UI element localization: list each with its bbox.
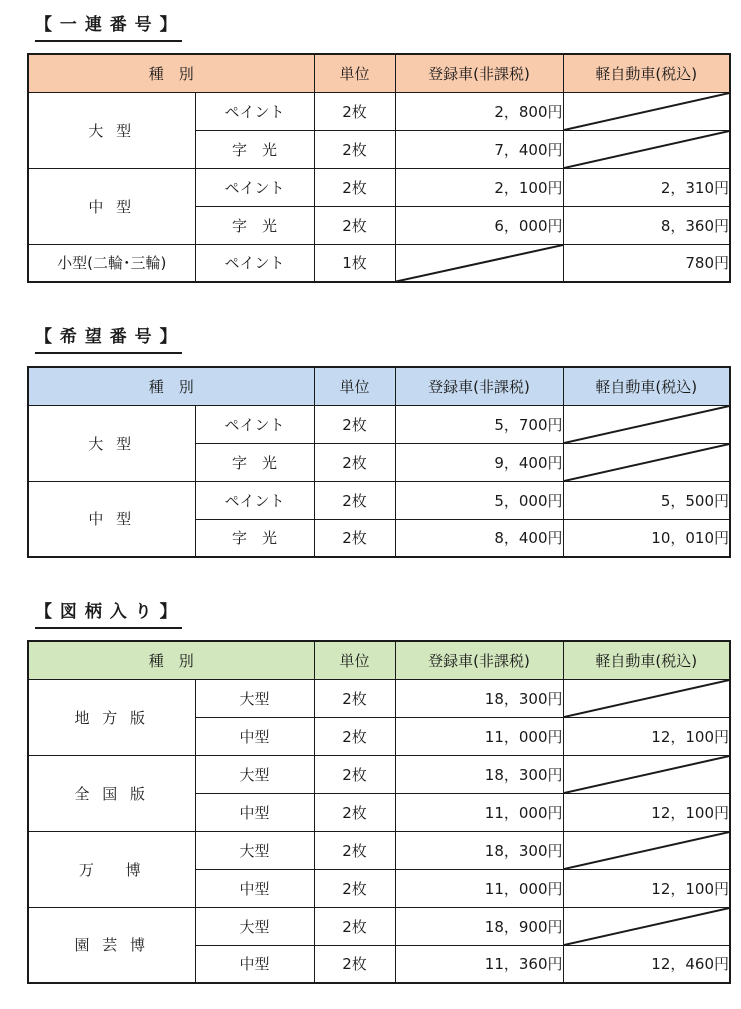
unit-cell: 2枚 bbox=[314, 443, 395, 481]
unit-cell: 2枚 bbox=[314, 405, 395, 443]
header-row bbox=[28, 367, 730, 405]
diagonal-slash bbox=[396, 245, 563, 282]
type-cell: ペイント bbox=[195, 244, 314, 282]
type-cell: 字 光 bbox=[195, 443, 314, 481]
unit-cell: 2枚 bbox=[314, 869, 395, 907]
fee-table-serial bbox=[27, 53, 731, 283]
kei-price-cell: 12，100円 bbox=[563, 793, 730, 831]
table-row bbox=[28, 92, 730, 130]
unit-cell: 2枚 bbox=[314, 130, 395, 168]
not-applicable-cell bbox=[563, 831, 730, 869]
table-row bbox=[28, 244, 730, 282]
section-title-design: 【 図 柄 入 り 】 bbox=[35, 601, 182, 629]
unit-cell: 2枚 bbox=[314, 945, 395, 983]
registered-price-cell: 7，400円 bbox=[395, 130, 563, 168]
category-cell: 大 型 bbox=[28, 405, 195, 481]
registered-price-cell: 18，900円 bbox=[395, 907, 563, 945]
type-cell: 中型 bbox=[195, 793, 314, 831]
kei-price-cell: 12，460円 bbox=[563, 945, 730, 983]
unit-cell: 1枚 bbox=[314, 244, 395, 282]
type-cell: 字 光 bbox=[195, 206, 314, 244]
col-header-unit: 単位 bbox=[314, 641, 395, 679]
diagonal-slash bbox=[564, 131, 730, 168]
type-cell: 字 光 bbox=[195, 130, 314, 168]
kei-price-cell: 5，500円 bbox=[563, 481, 730, 519]
type-cell: ペイント bbox=[195, 405, 314, 443]
table-row bbox=[28, 907, 730, 945]
not-applicable-cell bbox=[395, 244, 563, 282]
col-header-kei: 軽自動車(税込) bbox=[563, 54, 730, 92]
diagonal-slash bbox=[564, 756, 730, 793]
col-header-type: 種 別 bbox=[28, 641, 314, 679]
registered-price-cell: 11，360円 bbox=[395, 945, 563, 983]
unit-cell: 2枚 bbox=[314, 481, 395, 519]
not-applicable-cell bbox=[563, 405, 730, 443]
unit-cell: 2枚 bbox=[314, 206, 395, 244]
kei-price-cell: 2，310円 bbox=[563, 168, 730, 206]
registered-price-cell: 11，000円 bbox=[395, 869, 563, 907]
unit-cell: 2枚 bbox=[314, 92, 395, 130]
unit-cell: 2枚 bbox=[314, 831, 395, 869]
registered-price-cell: 18，300円 bbox=[395, 755, 563, 793]
category-cell: 地 方 版 bbox=[28, 679, 195, 755]
registered-price-cell: 6，000円 bbox=[395, 206, 563, 244]
registered-price-cell: 5，700円 bbox=[395, 405, 563, 443]
fee-table-design bbox=[27, 640, 731, 984]
col-header-registered: 登録車(非課税) bbox=[395, 54, 563, 92]
header-row bbox=[28, 641, 730, 679]
col-header-unit: 単位 bbox=[314, 367, 395, 405]
category-cell: 中 型 bbox=[28, 481, 195, 557]
registered-price-cell: 2，100円 bbox=[395, 168, 563, 206]
diagonal-slash bbox=[564, 406, 730, 443]
category-cell: 大 型 bbox=[28, 92, 195, 168]
kei-price-cell: 12，100円 bbox=[563, 869, 730, 907]
type-cell: ペイント bbox=[195, 168, 314, 206]
kei-price-cell: 12，100円 bbox=[563, 717, 730, 755]
col-header-type: 種 別 bbox=[28, 367, 314, 405]
registered-price-cell: 18，300円 bbox=[395, 679, 563, 717]
unit-cell: 2枚 bbox=[314, 679, 395, 717]
type-cell: 大型 bbox=[195, 831, 314, 869]
fee-table-preferred bbox=[27, 366, 731, 558]
section-title-serial: 【 一 連 番 号 】 bbox=[35, 14, 182, 42]
category-cell: 園 芸 博 bbox=[28, 907, 195, 983]
not-applicable-cell bbox=[563, 679, 730, 717]
not-applicable-cell bbox=[563, 92, 730, 130]
col-header-kei: 軽自動車(税込) bbox=[563, 367, 730, 405]
diagonal-slash bbox=[564, 832, 730, 869]
diagonal-slash bbox=[564, 908, 730, 945]
table-row bbox=[28, 405, 730, 443]
unit-cell: 2枚 bbox=[314, 168, 395, 206]
diagonal-slash bbox=[564, 93, 730, 130]
table-row bbox=[28, 168, 730, 206]
type-cell: 中型 bbox=[195, 945, 314, 983]
registered-price-cell: 11，000円 bbox=[395, 717, 563, 755]
kei-price-cell: 8，360円 bbox=[563, 206, 730, 244]
section-title-preferred: 【 希 望 番 号 】 bbox=[35, 326, 182, 354]
diagonal-slash bbox=[564, 680, 730, 717]
registered-price-cell: 11，000円 bbox=[395, 793, 563, 831]
category-cell: 中 型 bbox=[28, 168, 195, 244]
diagonal-slash bbox=[564, 444, 730, 481]
type-cell: 中型 bbox=[195, 869, 314, 907]
category-cell: 小型(二輪･三輪) bbox=[28, 244, 195, 282]
registered-price-cell: 8，400円 bbox=[395, 519, 563, 557]
unit-cell: 2枚 bbox=[314, 907, 395, 945]
table-row bbox=[28, 481, 730, 519]
not-applicable-cell bbox=[563, 443, 730, 481]
unit-cell: 2枚 bbox=[314, 717, 395, 755]
kei-price-cell: 780円 bbox=[563, 244, 730, 282]
type-cell: ペイント bbox=[195, 92, 314, 130]
kei-price-cell: 10，010円 bbox=[563, 519, 730, 557]
not-applicable-cell bbox=[563, 755, 730, 793]
category-cell: 全 国 版 bbox=[28, 755, 195, 831]
category-cell: 万 博 bbox=[28, 831, 195, 907]
registered-price-cell: 2，800円 bbox=[395, 92, 563, 130]
type-cell: 大型 bbox=[195, 907, 314, 945]
table-row bbox=[28, 755, 730, 793]
unit-cell: 2枚 bbox=[314, 793, 395, 831]
unit-cell: 2枚 bbox=[314, 755, 395, 793]
col-header-registered: 登録車(非課税) bbox=[395, 641, 563, 679]
table-row bbox=[28, 679, 730, 717]
unit-cell: 2枚 bbox=[314, 519, 395, 557]
registered-price-cell: 18，300円 bbox=[395, 831, 563, 869]
type-cell: 中型 bbox=[195, 717, 314, 755]
type-cell: 大型 bbox=[195, 755, 314, 793]
type-cell: 字 光 bbox=[195, 519, 314, 557]
header-row bbox=[28, 54, 730, 92]
col-header-unit: 単位 bbox=[314, 54, 395, 92]
type-cell: ペイント bbox=[195, 481, 314, 519]
col-header-kei: 軽自動車(税込) bbox=[563, 641, 730, 679]
col-header-type: 種 別 bbox=[28, 54, 314, 92]
registered-price-cell: 5，000円 bbox=[395, 481, 563, 519]
table-row bbox=[28, 831, 730, 869]
not-applicable-cell bbox=[563, 907, 730, 945]
type-cell: 大型 bbox=[195, 679, 314, 717]
col-header-registered: 登録車(非課税) bbox=[395, 367, 563, 405]
registered-price-cell: 9，400円 bbox=[395, 443, 563, 481]
not-applicable-cell bbox=[563, 130, 730, 168]
